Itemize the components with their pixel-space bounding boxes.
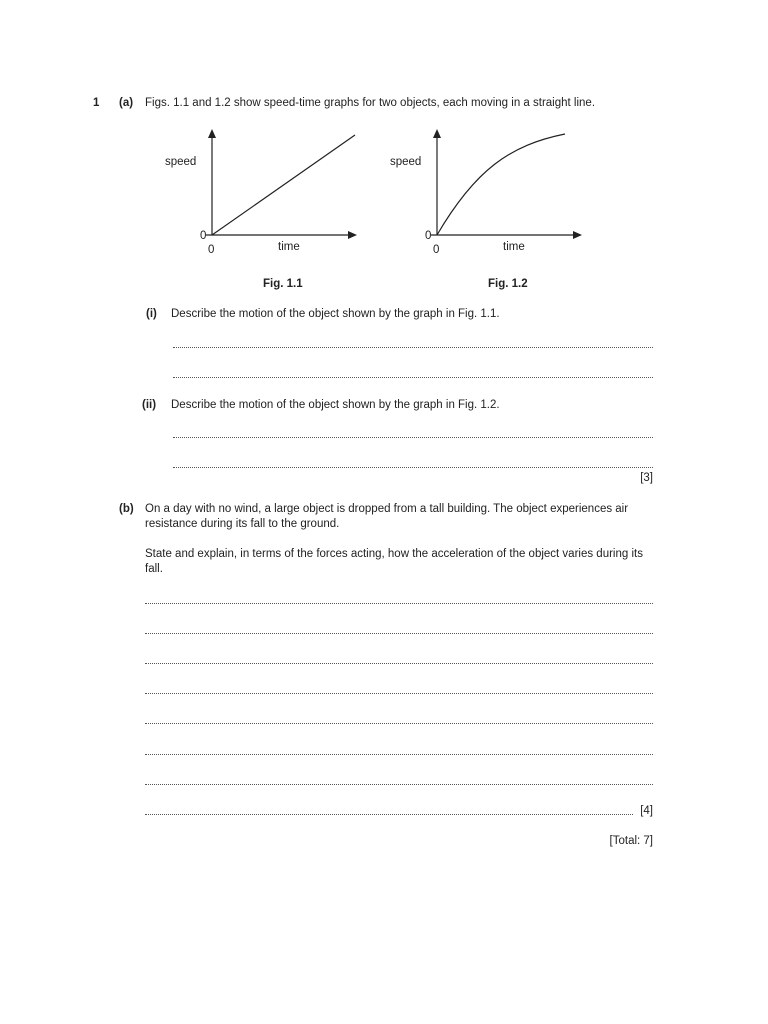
sub-i-text: Describe the motion of the object shown by the graph in Fig. 1.1.	[171, 308, 500, 320]
fig-1-2-ylabel: speed	[390, 156, 422, 168]
total-marks: [Total: 7]	[609, 835, 653, 847]
sub-i-label: (i)	[146, 308, 157, 320]
answer-line-i-1[interactable]	[173, 347, 653, 348]
fig-1-1-origin-y: 0	[200, 230, 207, 242]
answer-line-ii-2[interactable]	[173, 467, 653, 468]
answer-line-b-7[interactable]	[145, 784, 653, 785]
question-number: 1	[93, 97, 100, 109]
part-b-text-2: State and explain, in terms of the forces acting, how the acceleration of the object varies during its fall.	[145, 548, 643, 575]
fig-1-2-xlabel: time	[503, 241, 525, 253]
fig-1-1-caption: Fig. 1.1	[263, 278, 303, 290]
fig-1-1-x-arrow	[348, 231, 357, 239]
answer-line-b-2[interactable]	[145, 633, 653, 634]
fig-1-1-graph	[160, 125, 370, 260]
answer-line-b-5[interactable]	[145, 723, 653, 724]
part-a-intro: Figs. 1.1 and 1.2 show speed-time graphs for two objects, each moving in a straight line.	[145, 97, 596, 109]
answer-line-b-6[interactable]	[145, 754, 653, 755]
sub-ii-text: Describe the motion of the object shown by the graph in Fig. 1.2.	[171, 399, 500, 411]
fig-1-1-y-arrow	[208, 129, 216, 138]
part-b-marks: [4]	[640, 805, 653, 817]
part-b-text-1: On a day with no wind, a large object is dropped from a tall building. The object experiences air resistance during its fall to the ground.	[145, 503, 629, 530]
answer-line-i-2[interactable]	[173, 377, 653, 378]
fig-1-2-x-arrow	[573, 231, 582, 239]
fig-1-1-line	[212, 135, 355, 235]
fig-1-2-caption: Fig. 1.2	[488, 278, 528, 290]
fig-1-2-origin-y: 0	[425, 230, 432, 242]
answer-line-b-3[interactable]	[145, 663, 653, 664]
fig-1-1-origin-x: 0	[208, 244, 215, 256]
answer-line-b-8[interactable]	[145, 814, 633, 815]
answer-line-b-1[interactable]	[145, 603, 653, 604]
fig-1-2-origin-x: 0	[433, 244, 440, 256]
fig-1-1-ylabel: speed	[165, 156, 197, 168]
part-a-marks: [3]	[640, 472, 653, 484]
fig-1-2-y-arrow	[433, 129, 441, 138]
fig-1-2-curve	[437, 134, 565, 235]
answer-line-ii-1[interactable]	[173, 437, 653, 438]
answer-line-b-4[interactable]	[145, 693, 653, 694]
part-b-label: (b)	[119, 503, 134, 515]
part-a-label: (a)	[119, 97, 134, 109]
sub-ii-label: (ii)	[142, 399, 157, 411]
fig-1-2-graph	[385, 125, 595, 260]
fig-1-1-xlabel: time	[278, 241, 300, 253]
